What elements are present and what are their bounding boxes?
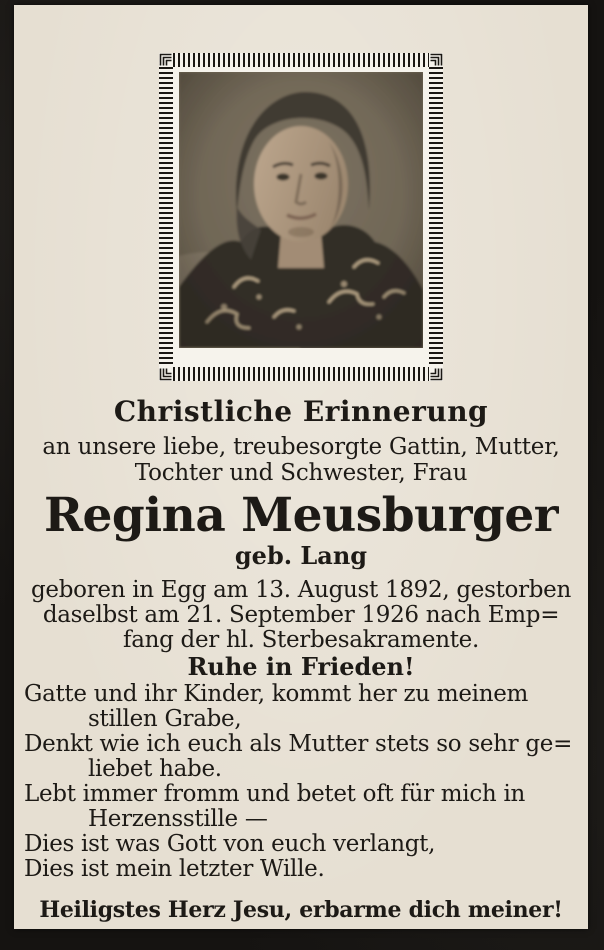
dedication-line-2: Tochter und Schwester, Frau xyxy=(134,460,468,486)
memorial-card xyxy=(14,5,588,929)
dedication-text xyxy=(14,434,588,486)
photo-frame xyxy=(159,53,443,381)
frame-tick-border-right xyxy=(429,67,443,367)
portrait-illustration xyxy=(179,72,423,348)
verse-line: Dies ist mein letzter Wille. xyxy=(24,856,325,882)
verse-line: Lebt immer fromm und betet oft für mich in xyxy=(24,781,526,807)
bio-line-2: daselbst am 21. September 1926 nach Emp= xyxy=(42,602,560,628)
bio-line-1: geboren in Egg am 13. August 1892, gestorben xyxy=(30,577,572,603)
verse-line: Gatte und ihr Kinder, kommt her zu meinem xyxy=(24,681,529,707)
frame-tick-border-left xyxy=(159,67,173,367)
portrait-photo xyxy=(179,72,423,348)
bio-line-3: fang der hl. Sterbesakramente. xyxy=(122,627,479,653)
verse-line: Dies ist was Gott von euch verlangt, xyxy=(24,831,436,857)
verse-line: Denkt wie ich euch als Mutter stets so sehr ge= xyxy=(24,731,573,757)
dedication-line-1: an unsere liebe, treubesorgte Gattin, Mutter, xyxy=(42,434,560,460)
frame-corner-spiral-icon xyxy=(429,53,443,67)
frame-corner-spiral-icon xyxy=(159,53,173,67)
memorial-verses xyxy=(14,682,588,882)
card-heading: Christliche Erinnerung xyxy=(113,395,489,428)
verse-line: liebet habe. xyxy=(88,756,222,782)
rest-in-peace-line: Ruhe in Frieden! xyxy=(187,652,415,681)
frame-tick-border-bottom xyxy=(173,367,429,381)
closing-prayer: Heiligstes Herz Jesu, erbarme dich meiner! xyxy=(39,897,563,923)
frame-corner-spiral-icon xyxy=(159,367,173,381)
maiden-name: geb. Lang xyxy=(234,541,368,570)
biography-text xyxy=(14,578,588,653)
verse-line: stillen Grabe, xyxy=(88,706,242,732)
frame-tick-border-top xyxy=(173,53,429,67)
frame-corner-spiral-icon xyxy=(429,367,443,381)
verse-line: Herzensstille — xyxy=(88,806,268,832)
deceased-name: Regina Meusburger xyxy=(43,488,559,543)
